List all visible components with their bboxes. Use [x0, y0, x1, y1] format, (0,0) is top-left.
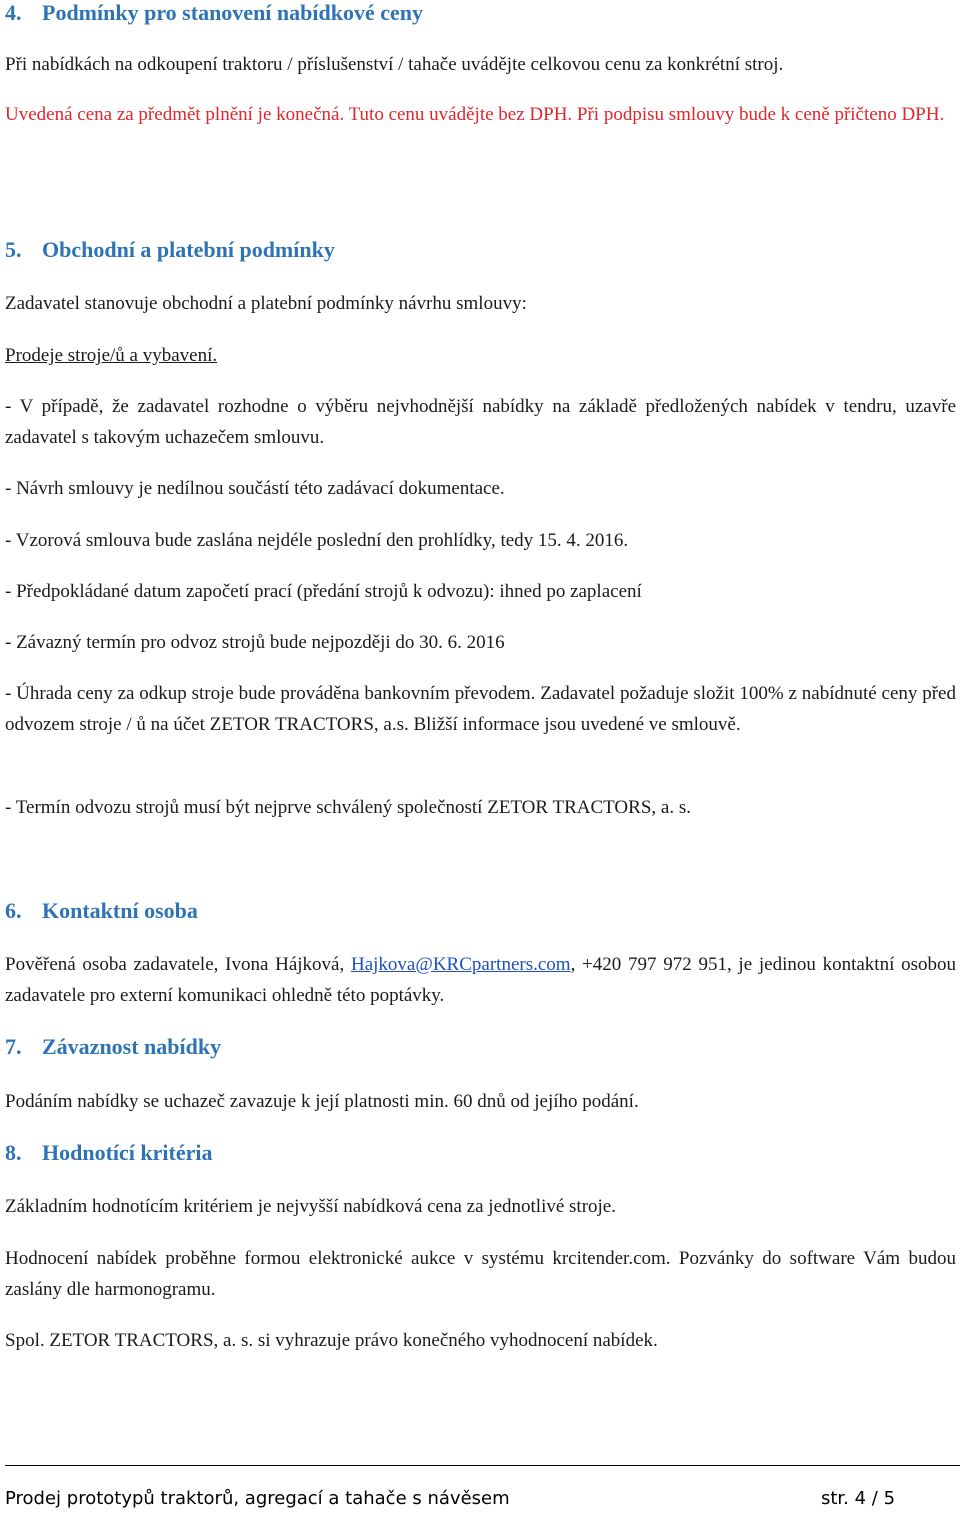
section-5-heading [5, 237, 335, 263]
section-4-title: Podmínky pro stanovení nabídkové ceny [42, 0, 424, 25]
contact-text-after: , +420 797 972 951, je jedinou kontaktní osobou zadavatele pro externí komunikaci ohledně této poptávky. [5, 954, 956, 1006]
contact-email-link[interactable]: Hajkova@KRCpartners.com [350, 954, 571, 975]
section-8-paragraph-2: Hodnocení nabídek proběhne formou elektronické aukce v systému krcitender.com. Pozvánky do software Vám budou zaslány dle harmonogramu. [5, 1248, 956, 1300]
footer-divider [5, 1465, 960, 1466]
section-5-item-7: - Termín odvozu strojů musí být nejprve schválený společností ZETOR TRACTORS, a. s. [5, 797, 691, 818]
section-5-subtitle: Prodeje stroje/ů a vybavení. [5, 345, 218, 366]
section-8-paragraph-1: Základním hodnotícím kritériem je nejvyšší nabídková cena za jednotlivé stroje. [5, 1196, 616, 1217]
section-5-item-4: - Předpokládané datum započetí prací (předání strojů k odvozu): ihned po zaplacení [5, 581, 642, 602]
section-4-paragraph-2: Uvedená cena za předmět plnění je konečná. Tuto cenu uvádějte bez DPH. Při podpisu smlouvy bude k ceně přičteno DPH. [5, 104, 945, 125]
section-4-paragraph-1: Při nabídkách na odkoupení traktoru / příslušenství / tahače uvádějte celkovou cenu za konkrétní stroj. [5, 54, 784, 75]
section-8-number: 8. [5, 1140, 22, 1165]
footer-page-number: str. 4 / 5 [821, 1488, 896, 1509]
section-5-title: Obchodní a platební podmínky [42, 237, 335, 262]
section-4-heading [5, 0, 423, 26]
section-8-paragraph-3: Spol. ZETOR TRACTORS, a. s. si vyhrazuje právo konečného vyhodnocení nabídek. [5, 1330, 658, 1351]
footer-document-title: Prodej prototypů traktorů, agregací a tahače s návěsem [5, 1488, 510, 1509]
contact-text-before: Pověřená osoba zadavatele, Ivona Hájková, [5, 954, 351, 975]
section-5-item-2: - Návrh smlouvy je nedílnou součástí této zadávací dokumentace. [5, 478, 505, 499]
section-6-number: 6. [5, 898, 22, 923]
section-5-item-5: - Závazný termín pro odvoz strojů bude nejpozději do 30. 6. 2016 [5, 632, 505, 653]
section-5-item-6: - Úhrada ceny za odkup stroje bude prováděna bankovním převodem. Zadavatel požaduje složit 100% z nabídnuté ceny před odvozem stroje / ů na účet ZETOR TRACTORS, a.s. Bližší informace jsou uvedené ve smlouvě. [5, 683, 956, 735]
section-5-number: 5. [5, 237, 22, 262]
section-7-title: Závaznost nabídky [42, 1034, 222, 1059]
section-7-paragraph: Podáním nabídky se uchazeč zavazuje k její platnosti min. 60 dnů od jejího podání. [5, 1091, 639, 1112]
section-8-heading [5, 1140, 212, 1166]
section-6-title: Kontaktní osoba [42, 898, 198, 923]
section-5-intro: Zadavatel stanovuje obchodní a platební podmínky návrhu smlouvy: [5, 293, 527, 314]
section-7-heading [5, 1034, 221, 1060]
section-6-heading [5, 898, 198, 924]
section-8-title: Hodnotící kritéria [42, 1140, 213, 1165]
section-5-item-3: - Vzorová smlouva bude zaslána nejdéle poslední den prohlídky, tedy 15. 4. 2016. [5, 530, 629, 551]
section-5-item-1: - V případě, že zadavatel rozhodne o výběru nejvhodnější nabídky na základě předložených nabídek v tendru, uzavře zadavatel s takovým uchazečem smlouvu. [5, 396, 956, 448]
section-6-paragraph [5, 949, 956, 1011]
section-7-number: 7. [5, 1034, 22, 1059]
section-4-number: 4. [5, 0, 22, 25]
